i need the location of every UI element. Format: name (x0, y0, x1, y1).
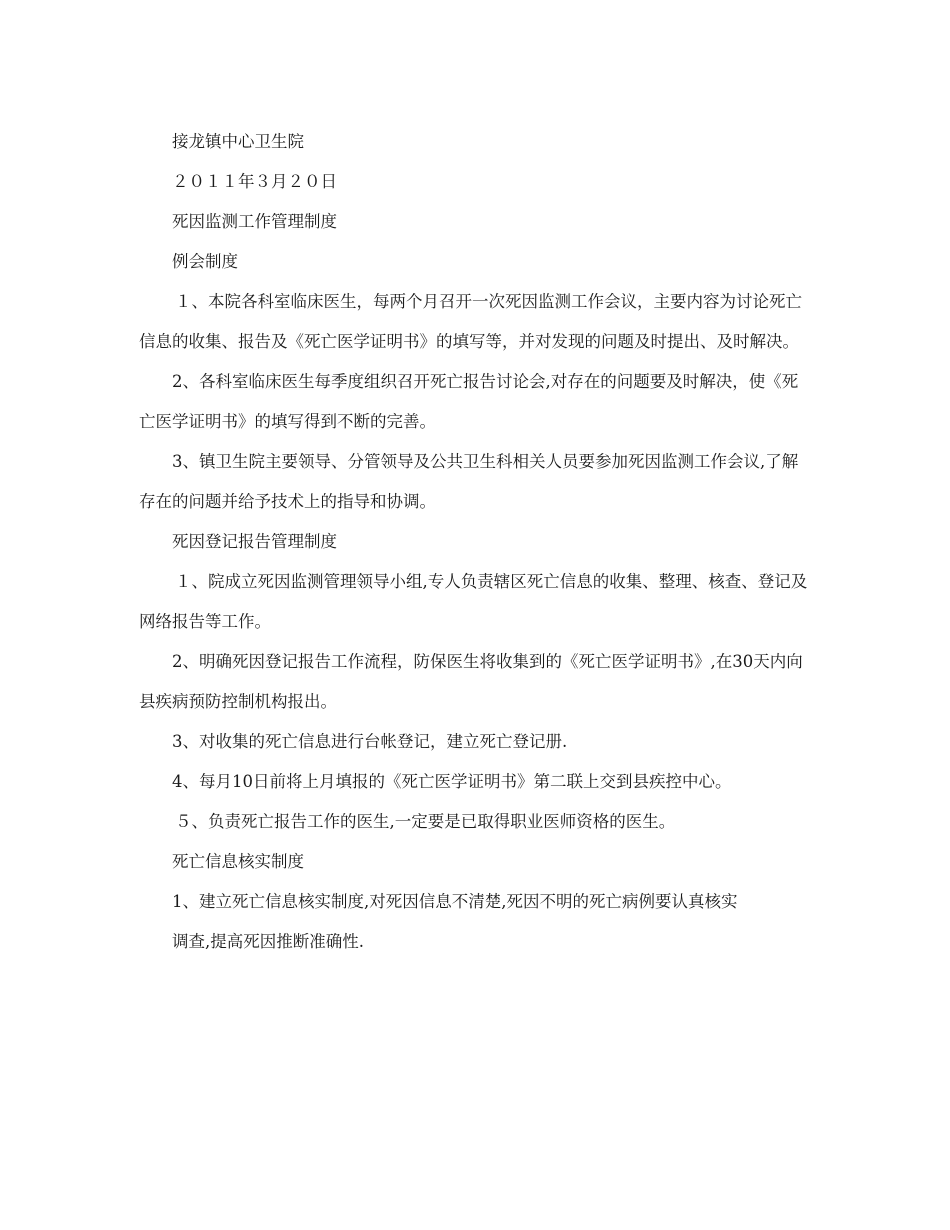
organization-name: 接龙镇中心卫生院 (172, 132, 304, 151)
section-item: 2、各科室临床医生每季度组织召开死亡报告讨论会,对存在的问题要及时解决，使《死亡医学证明书》的填写得到不断的完善。 (139, 372, 799, 431)
section-heading: 死亡信息核实制度 (172, 852, 304, 871)
section-item: 4、每月10日前将上月填报的《死亡医学证明书》第二联上交到县疾控中心。 (172, 772, 732, 791)
section-heading: 例会制度 (172, 252, 238, 271)
document-title: 死因监测工作管理制度 (172, 212, 337, 231)
section-item: １、院成立死因监测管理领导小组,专人负责辖区死亡信息的收集、整理、核查、登记及网络报告等工作。 (139, 572, 808, 631)
document-date: ２０１１年３月２０日 (172, 172, 337, 191)
section-item: １、本院各科室临床医生，每两个月召开一次死因监测工作会议，主要内容为讨论死亡信息的收集、报告及《死亡医学证明书》的填写等，并对发现的问题及时提出、及时解决。 (139, 292, 802, 351)
section-item: 调查,提高死因推断准确性. (172, 932, 364, 951)
section-item: 3、镇卫生院主要领导、分管领导及公共卫生科相关人员要参加死因监测工作会议,了解存在的问题并给予技术上的指导和协调。 (139, 452, 799, 511)
section-item: ５、负责死亡报告工作的医生,一定要是已取得职业医师资格的医生。 (175, 812, 676, 831)
document-body (139, 122, 811, 962)
section-item: 1、建立死亡信息核实制度,对死因信息不清楚,死因不明的死亡病例要认真核实 (172, 892, 738, 911)
section-heading: 死因登记报告管理制度 (172, 532, 337, 551)
section-item: 3、对收集的死亡信息进行台帐登记，建立死亡登记册. (172, 732, 568, 751)
section-item: 2、明确死因登记报告工作流程，防保医生将收集到的《死亡医学证明书》,在30天内向县疾病预防控制机构报出。 (139, 652, 803, 711)
